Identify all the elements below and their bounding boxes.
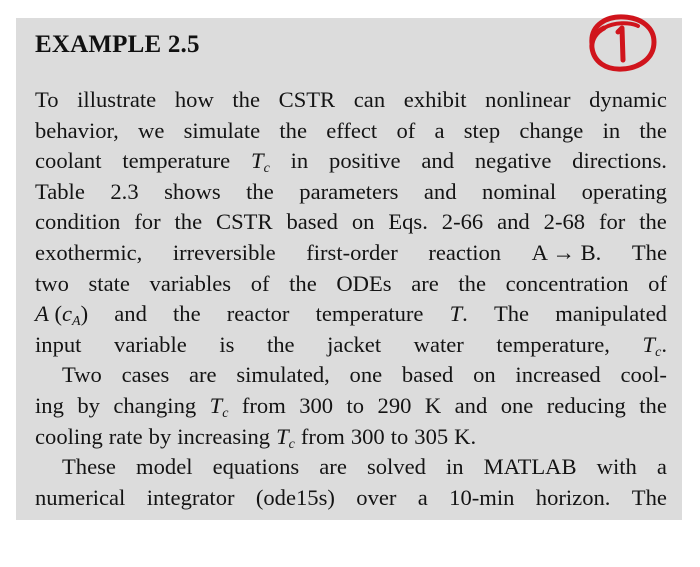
word: dynamic (589, 87, 667, 112)
text-line (35, 85, 667, 116)
word: 305 (414, 423, 449, 449)
text-line (35, 269, 667, 300)
annotation-digit-one (618, 28, 623, 60)
word: is (219, 331, 235, 357)
text-line (35, 177, 667, 208)
word: and (454, 392, 488, 418)
annotation-mark-text: 1 (578, 6, 579, 7)
word: The (631, 484, 667, 510)
word: coolant (35, 148, 102, 174)
word: reducing (546, 392, 626, 418)
word: changing (113, 392, 197, 418)
word: T. (449, 301, 468, 327)
word: $T_c$ (276, 423, 295, 452)
word: 2-66 (441, 209, 484, 235)
word: illustrate (77, 87, 157, 112)
word: simulated, (236, 362, 330, 388)
word: temperature (122, 148, 231, 174)
word: and (497, 209, 530, 235)
word: first-order (306, 239, 398, 265)
word: equations (212, 454, 300, 480)
word: over (356, 484, 397, 510)
word: CSTR (278, 87, 336, 112)
word: from (241, 392, 286, 418)
text-line (35, 452, 667, 483)
word: CSTR (216, 209, 273, 235)
word: with (596, 454, 637, 480)
word: $T_c$ (251, 148, 270, 177)
word: for (598, 209, 626, 235)
word: horizon. (535, 484, 611, 510)
word: 2.3 (110, 178, 139, 204)
word: behavior, (35, 117, 119, 143)
word: water (413, 331, 464, 357)
word: of (250, 270, 270, 296)
word: temperature (315, 301, 424, 327)
word: are (411, 270, 439, 296)
word: integrator (146, 484, 235, 510)
word: the (173, 301, 201, 327)
example-heading: EXAMPLE 2.5 (35, 31, 200, 58)
word: we (138, 117, 165, 143)
word: $T_c$ (209, 392, 229, 421)
word: from (300, 423, 345, 449)
word: of (648, 270, 667, 296)
word: a (417, 484, 428, 510)
word: K (424, 392, 442, 418)
word: the (279, 117, 307, 143)
word: to (346, 392, 365, 418)
text-line (35, 422, 667, 453)
word: A $(c_A)$ (35, 301, 89, 330)
word: cases (121, 362, 170, 388)
word: These (62, 454, 116, 480)
word: cooling (35, 423, 103, 449)
word: ing (35, 392, 64, 418)
word: negative (474, 148, 552, 174)
word: exhibit (403, 87, 467, 112)
word: based (286, 209, 338, 235)
word: one (500, 392, 534, 418)
word: concentration (505, 270, 629, 296)
word: $T_c$. (642, 331, 667, 360)
word: The (493, 301, 530, 327)
word: reactor (226, 301, 290, 327)
word: the (639, 209, 667, 235)
word: state (88, 270, 130, 296)
word: 300 (299, 392, 334, 418)
word: The (631, 239, 667, 265)
word: parameters (299, 178, 399, 204)
word: manipulated (555, 301, 667, 327)
word: one (349, 362, 383, 388)
word: the (458, 270, 486, 296)
word: rate (108, 423, 143, 449)
word: two (35, 270, 69, 296)
word: change (519, 117, 584, 143)
word: solved (366, 454, 426, 480)
word: (ode15s) (255, 484, 335, 510)
text-line (35, 360, 667, 391)
word: exothermic, (35, 239, 143, 265)
word: how (174, 87, 214, 112)
word: 300 (350, 423, 385, 449)
text-line (35, 116, 667, 147)
text-line (35, 330, 667, 361)
word: ODEs (336, 270, 392, 296)
word: increased (515, 362, 601, 388)
text-line (35, 299, 667, 330)
word: Table (35, 178, 85, 204)
text-line (35, 146, 667, 177)
word: in (446, 454, 464, 480)
word: in (290, 148, 309, 174)
word: the (246, 178, 274, 204)
word: To (35, 87, 59, 112)
word: the (639, 392, 667, 418)
text-line (35, 207, 667, 238)
word: are (319, 454, 347, 480)
word: are (188, 362, 217, 388)
word: A → B. (531, 239, 602, 265)
word: the (232, 87, 260, 112)
word: by (148, 423, 172, 449)
text-line (35, 238, 667, 269)
word: a (656, 454, 667, 480)
word: Eqs. (388, 209, 428, 235)
word: 290 (377, 392, 412, 418)
word: and (423, 178, 457, 204)
word: operating (581, 178, 667, 204)
word: effect (326, 117, 378, 143)
word: to (390, 423, 409, 449)
example-body-text (35, 85, 667, 513)
word: cool- (620, 362, 667, 388)
word: positive (329, 148, 401, 174)
word: simulate (183, 117, 261, 143)
word: in (602, 117, 621, 143)
word: shows (164, 178, 221, 204)
word: by (77, 392, 100, 418)
word: step (463, 117, 501, 143)
word: variables (149, 270, 232, 296)
word: for (134, 209, 161, 235)
word: based (401, 362, 454, 388)
word: MATLAB (483, 454, 577, 480)
word: reaction (428, 239, 502, 265)
word: numerical (35, 484, 126, 510)
word: input (35, 331, 82, 357)
word: condition (35, 209, 121, 235)
word: can (353, 87, 386, 112)
word: the (266, 331, 295, 357)
word: on (473, 362, 496, 388)
word: nonlinear (485, 87, 571, 112)
word: nominal (482, 178, 557, 204)
text-line (35, 391, 667, 422)
word: the (639, 117, 667, 143)
word: model (136, 454, 193, 480)
word: Two (62, 362, 102, 388)
word: directions. (572, 148, 667, 174)
word: irreversible (172, 239, 276, 265)
word: and (421, 148, 455, 174)
word: the (174, 209, 203, 235)
word: 10-min (449, 484, 515, 510)
text-line (35, 483, 667, 514)
word: temperature, (496, 331, 610, 357)
word: a (434, 117, 445, 143)
word: variable (114, 331, 187, 357)
word: K. (454, 423, 477, 449)
handwritten-annotation (578, 6, 664, 80)
word: and (114, 301, 147, 327)
word: the (289, 270, 317, 296)
word: increasing (177, 423, 271, 449)
word: of (396, 117, 416, 143)
word: jacket (327, 331, 382, 357)
word: 2-68 (543, 209, 586, 235)
word: on (351, 209, 375, 235)
